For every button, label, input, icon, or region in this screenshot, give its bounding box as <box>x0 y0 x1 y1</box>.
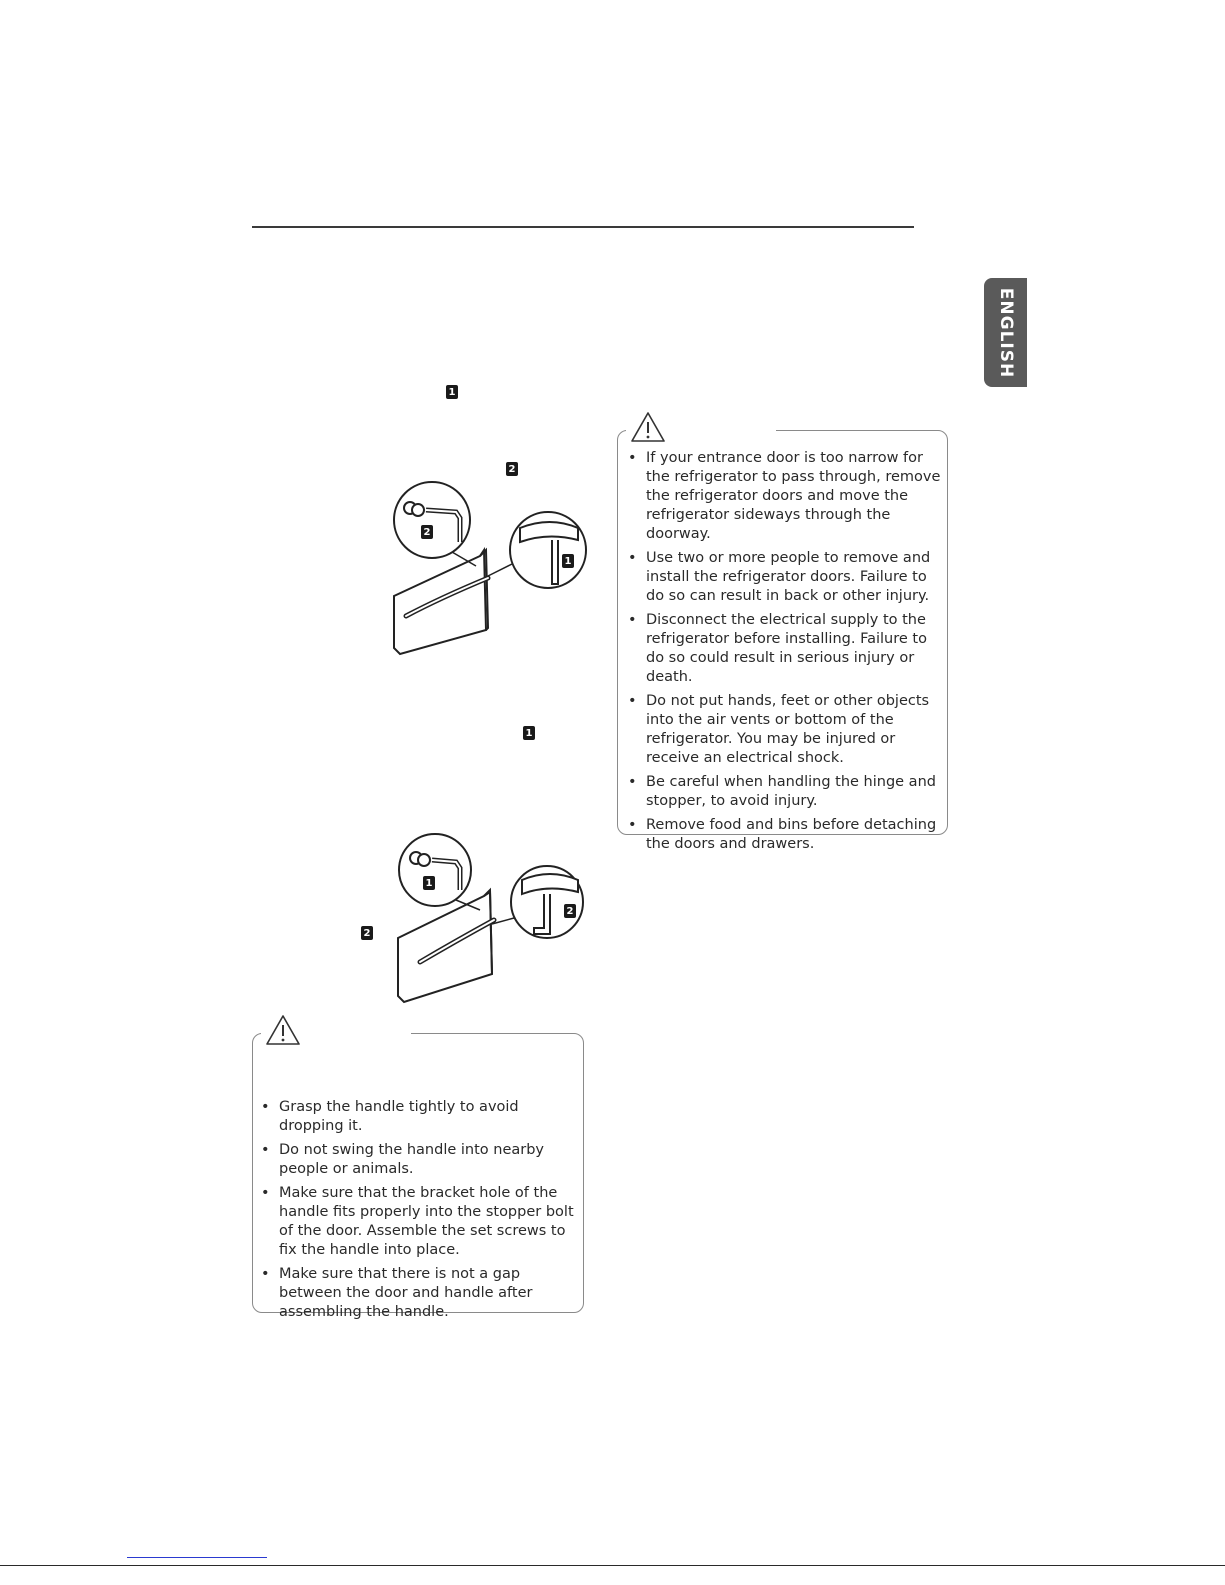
figure-bottom-callout-left: 1 <box>423 876 435 890</box>
caution-right-item: • Disconnect the electrical supply to the refrigerator before installing. Failure to do so could result in serious injury or death. <box>618 611 943 687</box>
caution-left-list <box>251 1098 577 1327</box>
caution-left-item: • Make sure that the bracket hole of the handle fits properly into the stopper bolt of the door. Assemble the set screws to fix the handle into place. <box>251 1184 577 1260</box>
caution-right-item: • If your entrance door is too narrow for the refrigerator to pass through, remove the refrigerator doors and move the refrigerator sideways through the doorway. <box>618 449 943 544</box>
caution-left-item: • Do not swing the handle into nearby people or animals. <box>251 1141 577 1179</box>
step-marker-2-second: 2 <box>361 926 373 940</box>
caution-left-item: • Grasp the handle tightly to avoid dropping it. <box>251 1098 577 1136</box>
caution-box-left <box>252 1033 584 1320</box>
caution-left-item: • Make sure that there is not a gap between the door and handle after assembling the handle. <box>251 1265 577 1322</box>
footer-link-underline[interactable] <box>127 1557 267 1558</box>
figure-top-callout-left: 2 <box>421 525 433 539</box>
caution-right-list <box>618 449 943 859</box>
header-rule <box>252 226 914 228</box>
footer-rule <box>0 1565 1225 1566</box>
caution-right-item: • Do not put hands, feet or other objects into the air vents or bottom of the refrigerator. You may be injured or receive an electrical shock. <box>618 692 943 768</box>
language-tab-label: ENGLISH <box>995 287 1016 378</box>
language-tab[interactable] <box>984 278 1027 387</box>
caution-right-item: • Remove food and bins before detaching the doors and drawers. <box>618 816 943 854</box>
handle-install-figure <box>384 830 594 1010</box>
caution-right-item: • Be careful when handling the hinge and stopper, to avoid injury. <box>618 773 943 811</box>
step-marker-1: 1 <box>446 385 458 399</box>
warning-triangle-icon <box>630 411 666 443</box>
figure-bottom-callout-right: 2 <box>564 904 576 918</box>
caution-right-item: • Use two or more people to remove and install the refrigerator doors. Failure to do so can result in back or other injury. <box>618 549 943 606</box>
step-marker-1-second: 1 <box>523 726 535 740</box>
figure-top-callout-right: 1 <box>562 554 574 568</box>
step-marker-2: 2 <box>506 462 518 476</box>
warning-triangle-icon <box>265 1014 301 1046</box>
caution-box-right <box>617 430 948 852</box>
handle-removal-figure <box>380 480 590 660</box>
